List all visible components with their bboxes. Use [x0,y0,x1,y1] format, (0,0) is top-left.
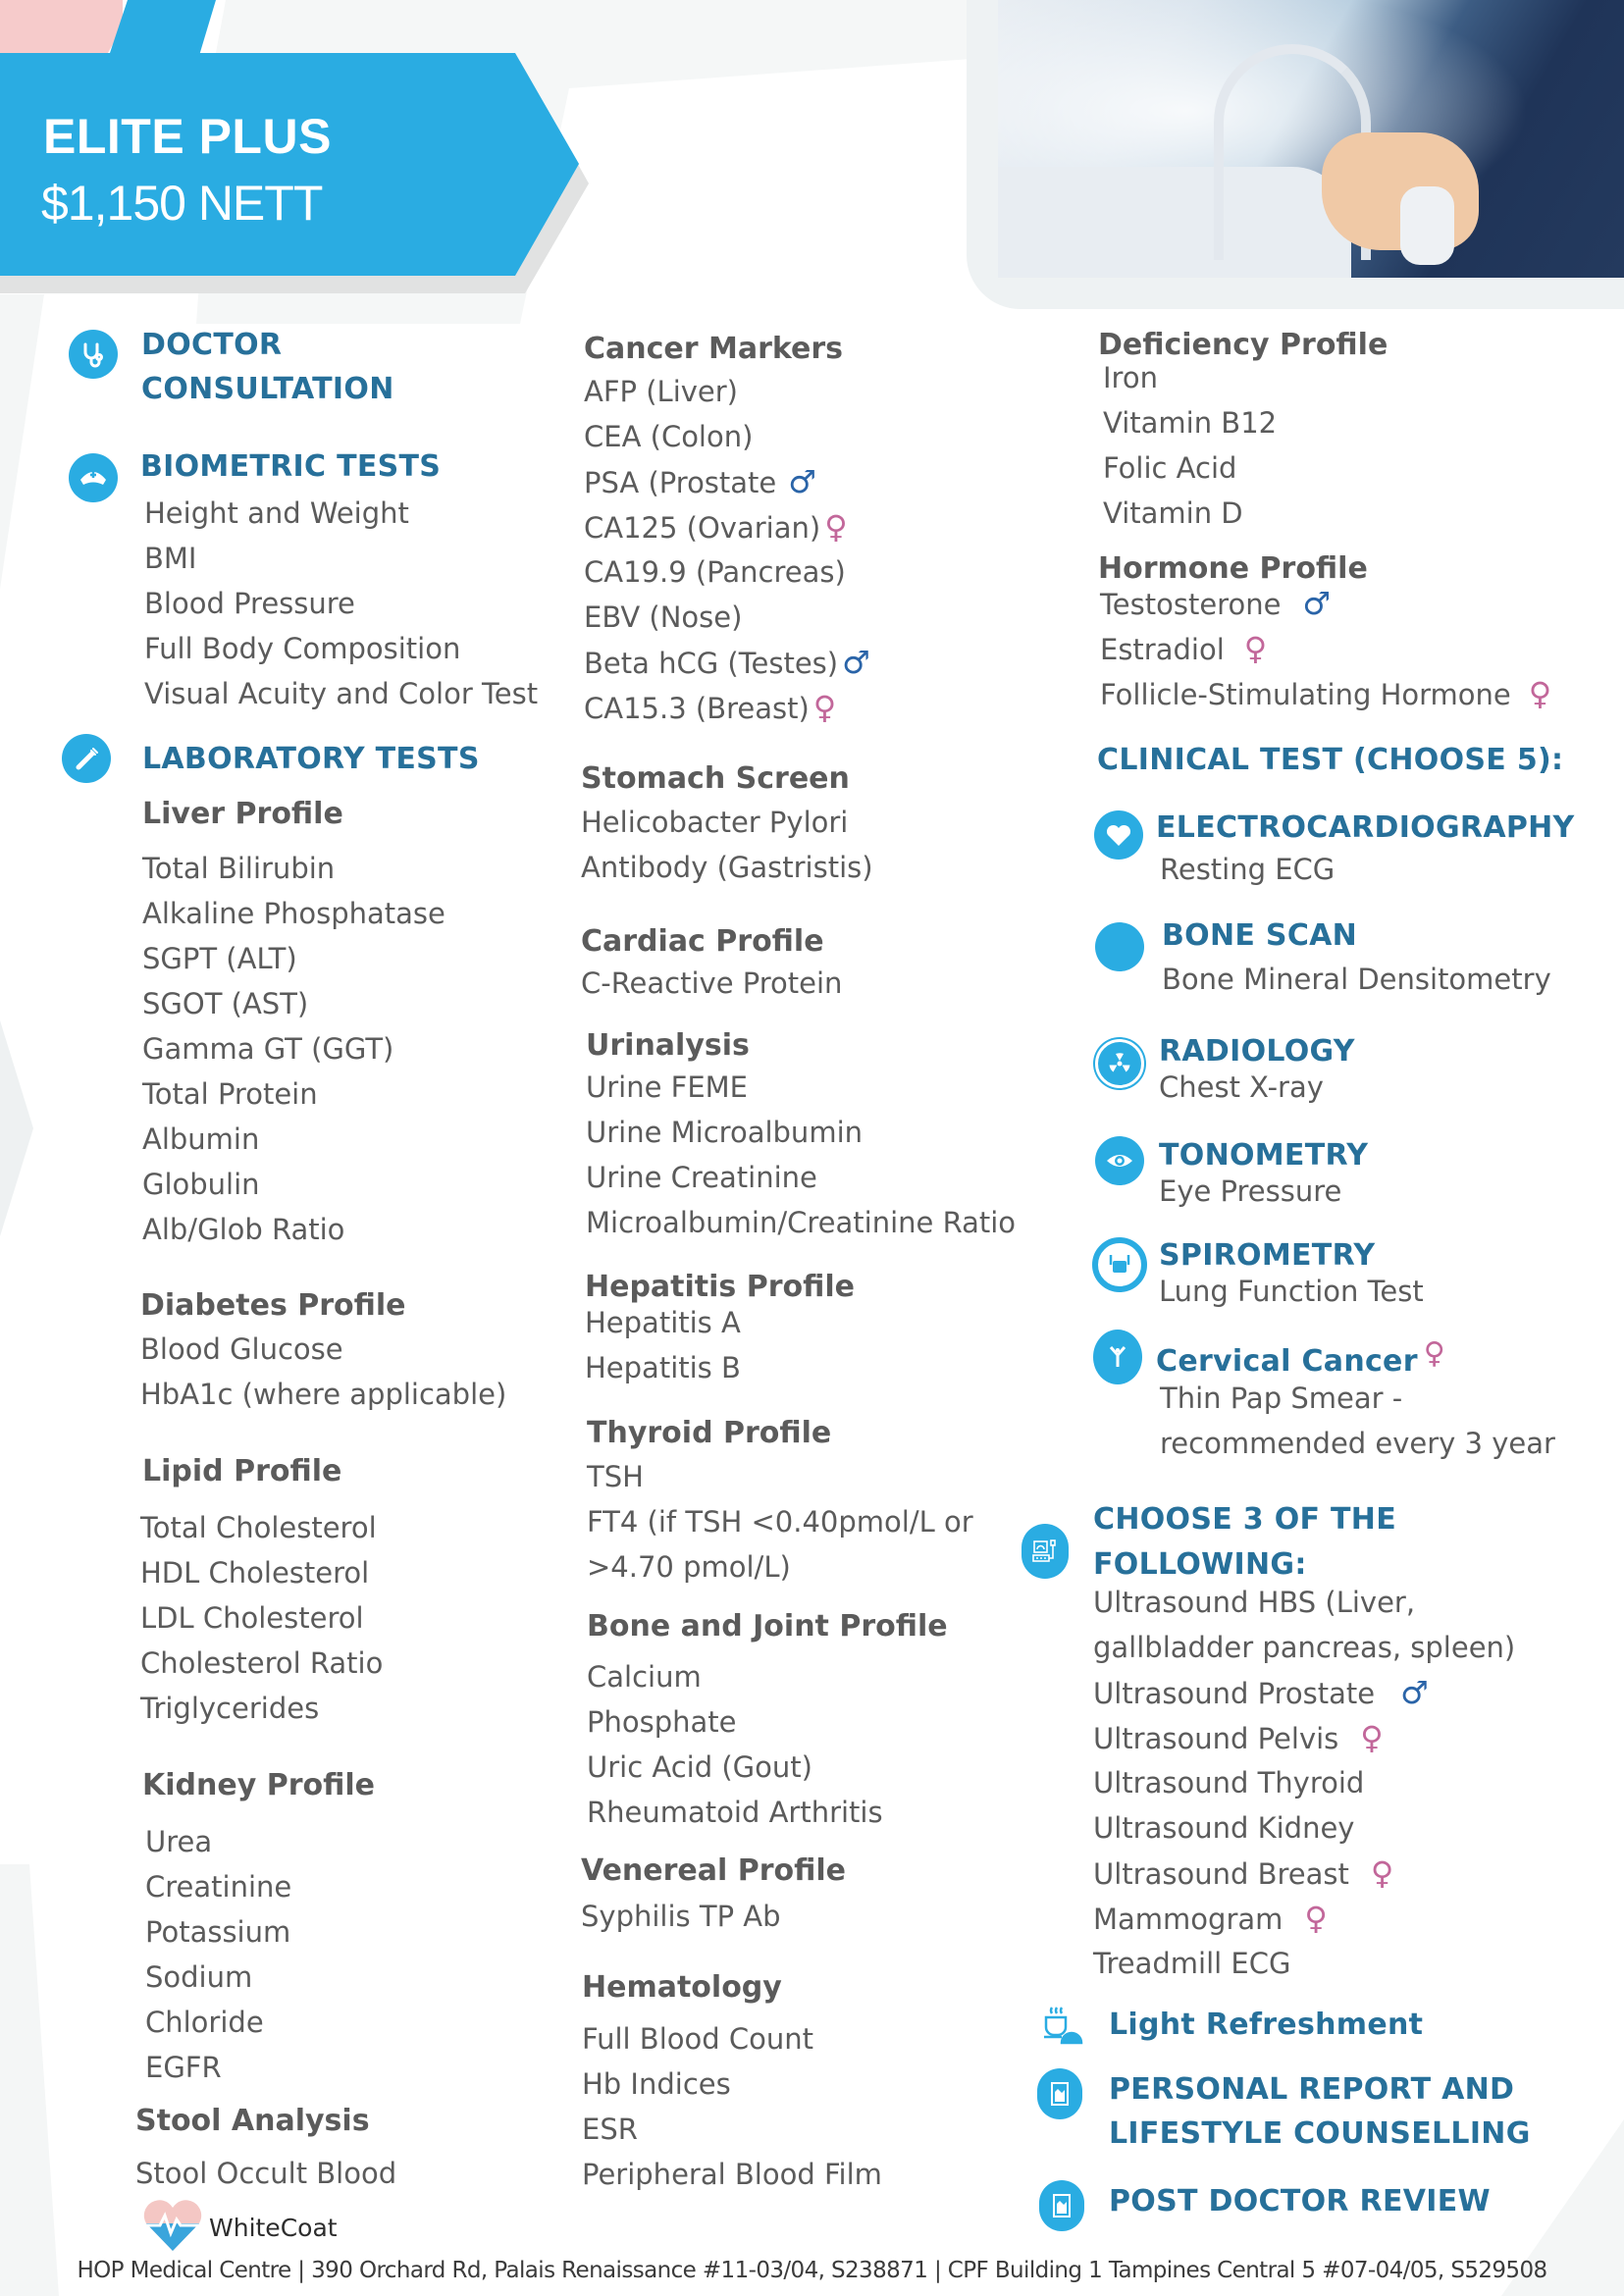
lipid-profile-list [140,1505,383,1731]
list-item: Hepatitis B [585,1351,741,1384]
list-item: Urine Microalbumin [586,1116,863,1149]
list-item: Hepatitis A [585,1306,741,1339]
report-icon [1037,2068,1082,2119]
lipid-profile-heading: Lipid Profile [142,1454,342,1488]
list-item: SGPT (ALT) [142,942,297,975]
list-item: Alkaline Phosphatase [142,897,445,930]
list-item: Beta hCG (Testes) ♂ [584,644,870,681]
list-item: Alb/Glob Ratio [142,1213,345,1246]
list-item: Potassium [145,1915,291,1949]
list-item: Rheumatoid Arthritis [587,1796,883,1829]
cardiac-profile-heading: Cardiac Profile [581,924,824,959]
clinical-item-title: RADIOLOGY [1159,1034,1355,1069]
clinical-item-desc: Eye Pressure [1159,1174,1342,1208]
list-item: EBV (Nose) [584,600,743,634]
female-icon: ♀ [1243,630,1268,667]
clinical-item-desc: Chest X-ray [1159,1070,1324,1104]
heart-icon [1094,810,1143,860]
cardiac-profile-list [581,961,842,1006]
bg-blue-stripe [108,0,216,59]
logo-text: WhiteCoat [209,2213,338,2242]
list-item: FT4 (if TSH <0.40pmol/L or [587,1505,973,1539]
stool-analysis-list [135,2151,396,2196]
list-item: Microalbumin/Creatinine Ratio [586,1206,1017,1239]
list-item: >4.70 pmol/L) [587,1550,791,1584]
hormone-profile-list [1100,581,1551,716]
bg-left-chevron [0,1020,33,1236]
list-item: CA15.3 (Breast) ♀ [584,689,837,726]
deficiency-profile-list [1103,355,1277,536]
bone-joint-profile-list [587,1654,883,1835]
clinical-item-desc: Resting ECG [1160,853,1336,886]
biometric-tests-heading: BIOMETRIC TESTS [140,449,442,484]
female-icon: ♀ [824,508,848,546]
bg-bottom-left-wedge [0,1864,59,2296]
list-item: PSA (Prostate ♂ [584,463,816,500]
list-item: Urea [145,1825,213,1858]
list-item: AFP (Liver) [584,375,738,408]
list-item: Sodium [145,1960,253,1994]
list-item: Total Cholesterol [140,1511,377,1544]
list-item: recommended every 3 year [1160,1427,1555,1460]
list-item: Cholesterol Ratio [140,1646,384,1680]
venereal-profile-heading: Venereal Profile [581,1853,846,1888]
venereal-profile-list [581,1894,781,1939]
hematology-list [582,2016,882,2197]
thyroid-profile-list [587,1454,973,1590]
doctor-consultation-heading-line1: DOCTOR [141,328,283,362]
list-item: Blood Pressure [144,587,355,620]
list-item: Triglycerides [140,1692,320,1725]
list-item: Iron [1103,361,1158,394]
diabetes-profile-list [140,1327,506,1417]
stethoscope-icon [69,330,118,379]
list-item: Ultrasound Thyroid [1093,1766,1365,1800]
eye-icon [1095,1136,1144,1185]
bone-joint-profile-heading: Bone and Joint Profile [587,1609,948,1644]
liver-profile-heading: Liver Profile [142,797,343,831]
female-icon: ♀ [1304,1900,1328,1937]
stomach-screen-list [581,800,873,890]
clinical-item-desc [1160,1376,1555,1466]
list-item: Globulin [142,1168,260,1201]
light-refreshment-label: Light Refreshment [1109,2008,1424,2042]
female-icon: ♀ [1360,1719,1384,1756]
list-item: Total Protein [142,1077,318,1111]
thyroid-profile-heading: Thyroid Profile [587,1416,832,1450]
male-icon: ♂ [788,463,816,500]
list-item: HDL Cholesterol [140,1556,370,1590]
deficiency-profile-heading: Deficiency Profile [1098,328,1388,362]
choose-3-list [1093,1580,1515,1986]
list-item: Height and Weight [144,496,409,530]
list-item: Treadmill ECG [1093,1947,1291,1980]
female-icon: ♀ [1423,1336,1446,1371]
clinical-item-title: Cervical Cancer ♀ [1156,1336,1446,1379]
uterus-icon [1093,1330,1142,1384]
clinical-item-title: TONOMETRY [1159,1138,1369,1173]
list-item: Uric Acid (Gout) [587,1750,812,1784]
list-item: Chloride [145,2006,264,2039]
list-item: Gamma GT (GGT) [142,1032,394,1066]
report-icon [1039,2180,1084,2231]
list-item: CA19.9 (Pancreas) [584,555,846,589]
choose-3-heading-line1: CHOOSE 3 OF THE [1093,1502,1396,1537]
list-item: Vitamin D [1103,496,1243,530]
list-item: Calcium [587,1660,702,1694]
list-item: Creatinine [145,1870,292,1904]
bone-icon [1095,922,1144,971]
choose-3-heading-line2: FOLLOWING: [1093,1547,1307,1582]
list-item: Hb Indices [582,2067,731,2101]
list-item: Ultrasound Prostate ♂ [1093,1674,1429,1711]
list-item: LDL Cholesterol [140,1601,364,1635]
package-price: $1,150 NETT [41,176,323,231]
female-icon: ♀ [1528,675,1552,712]
coffee-croissant-icon [1040,2004,1083,2047]
list-item: Full Blood Count [582,2022,813,2056]
male-icon: ♂ [842,644,870,681]
clinical-item-title: BONE SCAN [1162,918,1358,953]
footer-address: HOP Medical Centre | 390 Orchard Rd, Palais Renaissance #11-03/04, S238871 | CPF Building 1 Tampines Central 5 #07-04/05, S529508 [77,2258,1547,2283]
clinical-item-desc: Bone Mineral Densitometry [1162,963,1551,996]
list-item: CA125 (Ovarian) ♀ [584,508,848,546]
female-icon: ♀ [812,689,837,726]
hormone-profile-heading: Hormone Profile [1098,551,1368,586]
list-item: Urine Creatinine [586,1161,817,1194]
nurse-cap-icon [69,453,118,502]
laboratory-tests-heading: LABORATORY TESTS [142,742,480,776]
list-item: Visual Acuity and Color Test [144,677,539,710]
kidney-profile-heading: Kidney Profile [142,1768,375,1802]
list-item: SGOT (AST) [142,987,309,1020]
radiation-icon [1095,1039,1144,1088]
whitecoat-logo [142,2198,338,2257]
list-item: Mammogram ♀ [1093,1900,1328,1937]
heart-pulse-icon [142,2198,203,2257]
ultrasound-scan-photo [998,0,1624,278]
list-item: Antibody (Gastristis) [581,851,873,884]
list-item: Vitamin B12 [1103,406,1278,440]
list-item: CEA (Colon) [584,420,754,453]
urinalysis-list [586,1065,1016,1245]
post-doctor-review-label: POST DOCTOR REVIEW [1109,2184,1491,2218]
list-item: Peripheral Blood Film [582,2158,882,2191]
bg-pink-shape [0,0,123,53]
liver-profile-list [142,846,445,1252]
package-title: ELITE PLUS [43,109,332,164]
lungs-icon [1092,1237,1147,1292]
hematology-heading: Hematology [582,1970,782,2005]
hepatitis-profile-heading: Hepatitis Profile [585,1270,855,1304]
doctor-consultation-heading-line2: CONSULTATION [141,372,394,406]
clinical-item-title: ELECTROCARDIOGRAPHY [1156,810,1575,845]
diabetes-profile-heading: Diabetes Profile [140,1288,406,1323]
cancer-markers-list [584,369,870,730]
list-item: TSH [587,1460,644,1493]
list-item: Follicle-Stimulating Hormone ♀ [1100,675,1552,712]
kidney-profile-list [145,1819,291,2090]
list-item: Ultrasound HBS (Liver, [1093,1586,1416,1619]
list-item: Blood Glucose [140,1332,343,1366]
list-item: C-Reactive Protein [581,966,843,1000]
list-item: Ultrasound Pelvis ♀ [1093,1719,1384,1756]
personal-report-heading-line1: PERSONAL REPORT AND [1109,2072,1515,2107]
hepatitis-profile-list [585,1300,741,1390]
list-item: gallbladder pancreas, spleen) [1093,1631,1516,1664]
list-item: Urine FEME [586,1070,748,1104]
female-icon: ♀ [1370,1854,1394,1892]
male-icon: ♂ [1400,1674,1429,1711]
list-item: Helicobacter Pylori [581,806,849,839]
stool-analysis-heading: Stool Analysis [135,2104,370,2138]
biometric-tests-list [144,491,538,716]
list-item: Ultrasound Kidney [1093,1811,1355,1845]
list-item: EGFR [145,2051,222,2084]
personal-report-heading-line2: LIFESTYLE COUNSELLING [1109,2116,1531,2151]
list-item: BMI [144,542,197,575]
list-item: Total Bilirubin [142,852,336,885]
list-item: ESR [582,2113,638,2146]
stomach-screen-heading: Stomach Screen [581,761,850,796]
list-item: Testosterone ♂ [1100,585,1332,622]
clinical-item-title: SPIROMETRY [1159,1238,1376,1273]
list-item: Syphilis TP Ab [581,1900,781,1933]
test-tube-icon [62,734,111,783]
list-item: Full Body Composition [144,632,461,665]
list-item: Estradiol ♀ [1100,630,1268,667]
list-item: Phosphate [587,1705,737,1739]
list-item: Thin Pap Smear - [1160,1382,1403,1415]
urinalysis-heading: Urinalysis [586,1028,750,1063]
clinical-test-heading: CLINICAL TEST (CHOOSE 5): [1097,743,1564,777]
list-item: Stool Occult Blood [135,2157,397,2190]
list-item: Albumin [142,1122,260,1156]
cancer-markers-heading: Cancer Markers [584,332,844,366]
clinical-item-desc: Lung Function Test [1159,1275,1424,1308]
male-icon: ♂ [1302,585,1332,622]
list-item: Ultrasound Breast ♀ [1093,1854,1394,1892]
list-item: Folic Acid [1103,451,1237,485]
ultrasound-machine-icon [1022,1524,1069,1579]
list-item: HbA1c (where applicable) [140,1378,507,1411]
